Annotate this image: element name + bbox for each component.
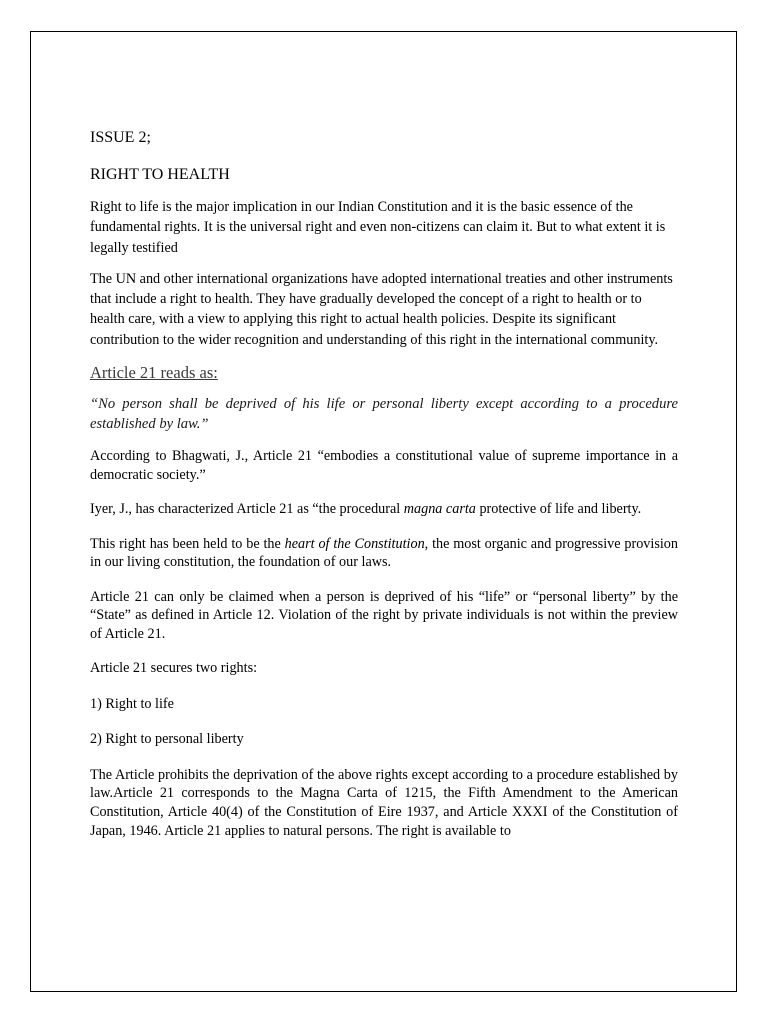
article-21-quote: “No person shall be deprived of his life or personal liberty except according to a procedure established by law.” xyxy=(90,396,678,433)
list-item-right-to-life: 1) Right to life xyxy=(90,695,174,712)
section-title: RIGHT TO HEALTH xyxy=(90,166,230,183)
paragraph-bhagwati: According to Bhagwati, J., Article 21 “embodies a constitutional value of supreme importance in a democratic society.” xyxy=(90,448,678,483)
paragraph-prohibits: The Article prohibits the deprivation of the above rights except according to a procedure established by law.Article 21 corresponds to the Magna Carta of 1215, the Fifth Amendment to the American Constitution, Article 40(4) of the Constitution of Eire 1937, and Article XXXI of the Constitution of Japan, 1946. Article 21 applies to natural persons. The right is available to xyxy=(90,766,678,839)
iyer-text-start: Iyer, J., has characterized Article 21 as “the procedural xyxy=(90,501,404,518)
iyer-text-end: protective of life and liberty. xyxy=(475,501,642,518)
paragraph-right-to-life: Right to life is the major implication in our Indian Constitution and it is the basic essence of the fundamental rights. It is the universal right and even non-citizens can claim it. But to what extent it is legally testified xyxy=(90,199,666,256)
document-body xyxy=(90,128,678,841)
paragraph-un-treaties: The UN and other international organizations have adopted international treaties and other instruments that include a right to health. They have gradually developed the concept of a right to health or to health care, with a view to applying this right to actual health policies. Despite its significant contribution to the wider recognition and understanding of this right in the international community. xyxy=(90,270,673,348)
list-item-personal-liberty: 2) Right to personal liberty xyxy=(90,731,244,748)
issue-label: ISSUE 2; xyxy=(90,129,151,146)
heart-italic: heart of the Constitution xyxy=(284,535,425,552)
paragraph-heart-of-constitution xyxy=(90,535,678,572)
paragraph-secures: Article 21 secures two rights: xyxy=(90,660,258,677)
heart-text-end: , the most organic and progressive provision in our living constitution, the foundation of our laws. xyxy=(90,535,678,571)
iyer-magna-carta: magna carta xyxy=(403,501,476,518)
paragraph-claimed: Article 21 can only be claimed when a person is deprived of his “life” or “personal liberty” by the “State” as defined in Article 12. Violation of the right by private individuals is not within the preview of Article 21. xyxy=(90,588,678,642)
paragraph-iyer xyxy=(90,500,678,519)
article-21-heading: Article 21 reads as: xyxy=(90,363,218,383)
heart-text-start: This right has been held to be the xyxy=(90,535,285,552)
